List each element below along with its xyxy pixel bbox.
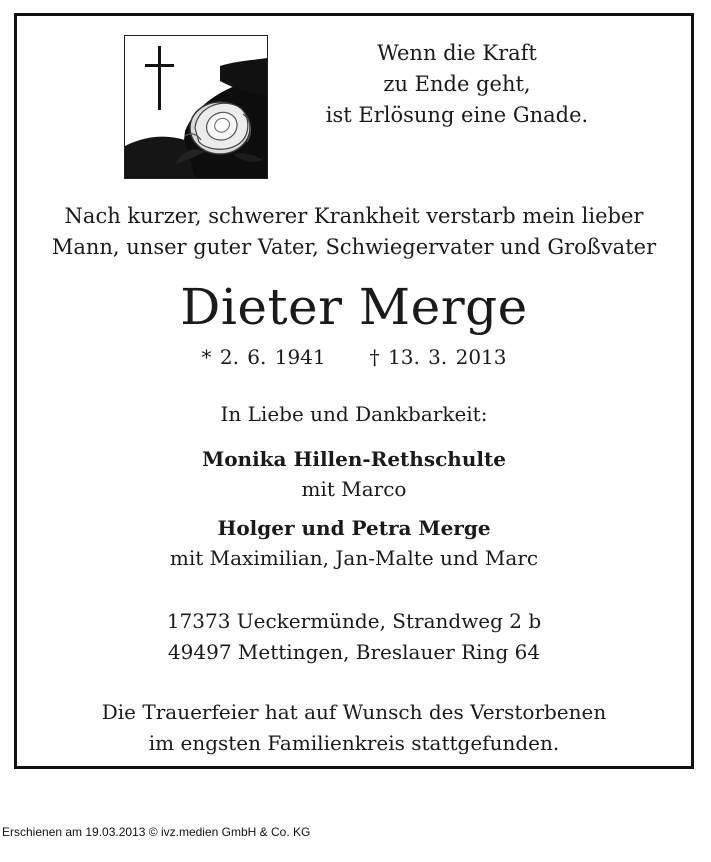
birth-date: * 2. 6. 1941 xyxy=(201,345,326,369)
addresses xyxy=(17,606,691,668)
life-dates xyxy=(17,343,691,371)
mourners-heading: In Liebe und Dankbarkeit: xyxy=(220,402,488,426)
family-group-1 xyxy=(17,444,691,504)
memorial-quote xyxy=(287,38,627,131)
rose-image xyxy=(125,36,267,178)
family-name: Holger und Petra Merge xyxy=(217,516,491,540)
address-line: 17373 Ueckermünde, Strandweg 2 b xyxy=(166,609,542,633)
closing-line: im engsten Familienkreis stattgefunden. xyxy=(148,731,560,755)
intro-line: Mann, unser guter Vater, Schwiegervater und Großvater xyxy=(51,235,657,259)
quote-line: ist Erlösung eine Gnade. xyxy=(325,103,589,127)
funeral-note xyxy=(17,697,691,759)
death-announcement-text xyxy=(17,201,691,263)
family-name: Monika Hillen-Rethschulte xyxy=(202,447,506,471)
address-line: 49497 Mettingen, Breslauer Ring 64 xyxy=(167,640,541,664)
publication-credit: Erschienen am 19.03.2013 © ivz.medien GmbH & Co. KG xyxy=(2,825,311,839)
quote-line: Wenn die Kraft xyxy=(377,41,537,65)
death-date: † 13. 3. 2013 xyxy=(369,345,507,369)
quote-line: zu Ende geht, xyxy=(383,72,531,96)
intro-line: Nach kurzer, schwerer Krankheit verstarb mein lieber xyxy=(64,204,644,228)
family-group-2 xyxy=(17,513,691,573)
rose-cross-image xyxy=(124,35,268,179)
family-members: mit Marco xyxy=(301,477,407,501)
obituary-notice xyxy=(14,13,694,769)
deceased-name: Dieter Merge xyxy=(180,278,528,336)
closing-line: Die Trauerfeier hat auf Wunsch des Verstorbenen xyxy=(101,700,607,724)
family-members: mit Maximilian, Jan-Malte und Marc xyxy=(169,546,539,570)
